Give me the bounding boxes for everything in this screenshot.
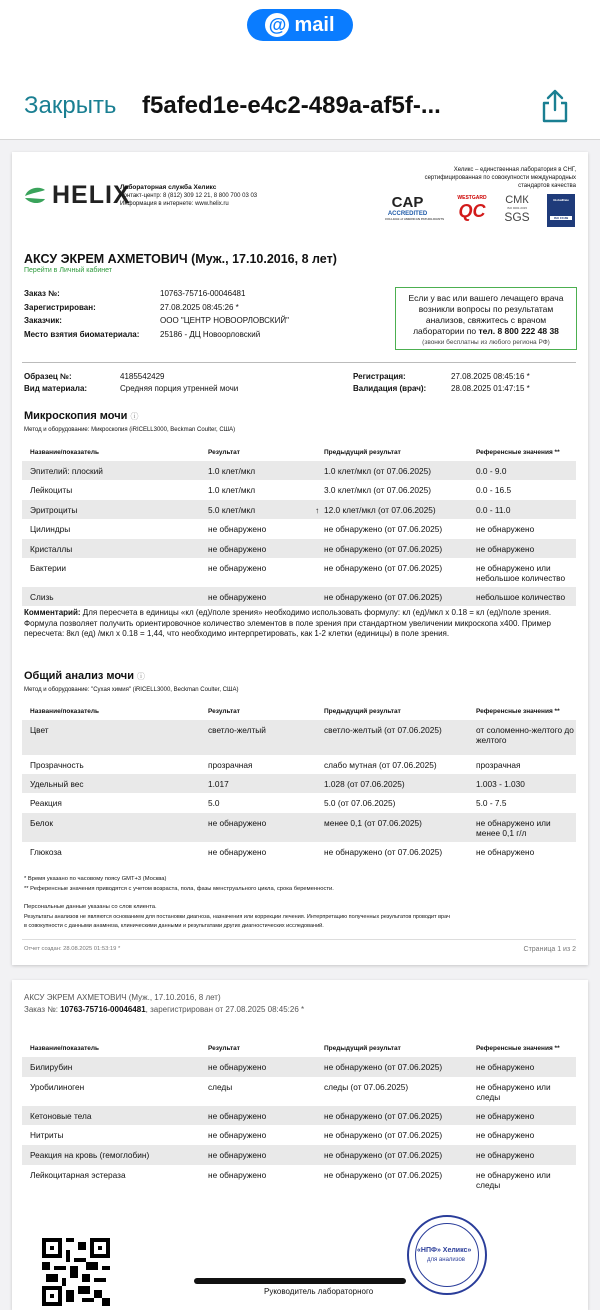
home-indicator[interactable]	[194, 1278, 406, 1284]
cell-reference: 0.0 - 9.0	[476, 466, 507, 476]
micro-comment: Комментарий: Для пересчета в единицы «кл (ед)/поле зрения» необходимо использовать формулу: кл (ед)/мкл х 0.18 = кл (ед)/поле зрения. Формула позволяет получить ориентировочное количество элементов в поле зрения при стандартном увеличении микроскопа х400. Пример пересчета: 8кл (ед) /мкл х 0.18 = 1,44, что необходимо интерпретировать, как 1-2 клетки (единицы) в поле зрения.	[24, 608, 552, 638]
table-row	[22, 1106, 576, 1125]
cap-accredited-logo: CAP ACCREDITED COLLEGE of AMERICAN PATHOLOGISTS	[385, 194, 445, 221]
order-value: 27.08.2025 08:45:26 *	[160, 302, 239, 312]
cell-reference: не обнаружено	[476, 847, 535, 857]
table-row	[22, 774, 576, 793]
column-header-previous: Предыдущий результат	[324, 708, 401, 715]
cell-name: Билирубин	[30, 1062, 73, 1072]
table-row	[22, 539, 576, 558]
cell-name: Слизь	[30, 592, 54, 602]
sample-number: 4185542429	[120, 372, 165, 381]
cell-name: Глюкоза	[30, 847, 62, 857]
cell-result: не обнаружено	[208, 847, 267, 857]
table-row	[22, 519, 576, 539]
cell-previous: не обнаружено (от 07.06.2025)	[324, 524, 443, 534]
cell-result: 1.017	[208, 779, 229, 789]
order-label: Заказчик:	[24, 316, 62, 325]
cell-result: 1.0 клет/мкл	[208, 485, 256, 495]
page-number: Страница 1 из 2	[523, 946, 576, 953]
micro-title: Микроскопия мочи ⓘ	[24, 410, 139, 422]
cell-previous: не обнаружено (от 07.06.2025)	[324, 1130, 443, 1140]
validation-value: 28.08.2025 01:47:15 *	[451, 384, 530, 393]
lab-contacts: Контакт-центр: 8 (812) 309 12 21, 8 800 700 03 03	[120, 193, 258, 199]
column-header-previous: Предыдущий результат	[324, 449, 401, 456]
cert-text-1: Хеликс – единственная лаборатория в СНГ,	[453, 167, 576, 173]
table-row	[22, 500, 576, 519]
registration-value: 27.08.2025 08:45:16 *	[451, 372, 530, 381]
info-icon: ⓘ	[137, 672, 146, 681]
cell-result: 1.0 клет/мкл	[208, 466, 256, 476]
helix-logo	[22, 181, 131, 210]
table-header	[22, 700, 576, 720]
column-header-reference: Референсные значения **	[476, 1045, 560, 1052]
cell-reference: не обнаружено или небольшое количество	[476, 563, 566, 583]
table-row	[22, 587, 576, 606]
westgard-qc-logo: WESTGARD QC	[457, 195, 487, 221]
order-value: ООО "ЦЕНТР НОВООРЛОВСКИЙ"	[160, 316, 289, 325]
contact-box: Если у вас или вашего лечащего врача возникли вопросы по результатам анализов, свяжитесь с врачом лаборатории по тел. 8 800 222 48 38 (звонки бесплатны из любого региона РФ)	[395, 287, 577, 350]
cell-previous: 3.0 клет/мкл (от 07.06.2025)	[324, 485, 432, 495]
order-label: Заказ №:	[24, 289, 60, 298]
divider	[22, 362, 576, 363]
cell-name: Белок	[30, 818, 53, 828]
page2-order: Заказ №: 10763-75716-00046481, зарегистрирован от 27.08.2025 08:45:26 *	[24, 1005, 305, 1014]
cell-reference: 5.0 - 7.5	[476, 798, 507, 808]
table-row	[22, 1125, 576, 1145]
cell-previous: светло-желтый (от 07.06.2025)	[324, 725, 442, 735]
cell-name: Реакция	[30, 798, 62, 808]
cell-reference: небольшое количество	[476, 592, 566, 602]
cell-reference: от соломенно-желтого до желтого	[476, 725, 574, 745]
footnote-ref: ** Референсные значения приводятся с учетом возраста, пола, фазы менструального цикла, срока беременности.	[24, 886, 334, 892]
column-header-name: Название/показатель	[30, 708, 100, 715]
cell-reference: не обнаружено	[476, 1111, 535, 1121]
cell-name: Цвет	[30, 725, 49, 735]
cell-previous: не обнаружено (от 07.06.2025)	[324, 1150, 443, 1160]
cell-previous: не обнаружено (от 07.06.2025)	[324, 1062, 443, 1072]
cell-name: Лейкоциты	[30, 485, 73, 495]
cert-text-2: сертифицированная по совокупности международных	[424, 175, 576, 181]
patient-name: АКСУ ЭКРЕМ АХМЕТОВИЧ (Муж., 17.10.2016, 8 лет)	[24, 252, 337, 266]
logo-text: HELIX	[52, 181, 131, 209]
cert-text-3: стандартов качества	[518, 183, 576, 189]
lab-name: Лабораторная служба Хеликс	[120, 184, 217, 191]
footnote-time: * Время указано по часовому поясу GMT+3 (Москва)	[24, 876, 167, 882]
order-label: Зарегистрирован:	[24, 302, 96, 312]
cell-result: не обнаружено	[208, 544, 267, 554]
table-row	[22, 461, 576, 480]
top-bar	[0, 0, 600, 140]
micro-method: Метод и оборудование: Микроскопия (iRICELL3000, Beckman Coulter, США)	[24, 427, 236, 433]
cell-name: Кетоновые тела	[30, 1111, 92, 1121]
arrow-up-icon: ↑	[315, 505, 320, 515]
close-button[interactable]: Закрыть	[24, 92, 117, 119]
cell-name: Бактерии	[30, 563, 66, 573]
cell-result: не обнаружено	[208, 1062, 267, 1072]
report-page-1	[12, 152, 588, 965]
cell-result: прозрачная	[208, 760, 253, 770]
brand-label: mail	[294, 13, 335, 36]
cell-reference: не обнаружено	[476, 524, 535, 534]
cell-name: Кристаллы	[30, 544, 73, 554]
cell-name: Реакция на кровь (гемоглобин)	[30, 1150, 150, 1160]
footnote-disclaimer-1: Результаты анализов не являются основанием для постановки диагноза, назначения или коррекции лечения. Интерпретацию полученных результатов проводит врач	[24, 914, 450, 920]
cell-previous: не обнаружено (от 07.06.2025)	[324, 563, 443, 573]
validation-label: Валидация (врач):	[353, 384, 427, 393]
table-row	[22, 1077, 576, 1106]
cell-reference: 1.003 - 1.030	[476, 779, 525, 789]
table-header	[22, 1037, 576, 1057]
sample-number-label: Образец №:	[24, 372, 72, 381]
footnote-disclaimer-2: в совокупности с данными анамнеза, клиническими данными и результатами других диагностических исследований.	[24, 923, 324, 929]
qr-code-icon[interactable]	[42, 1238, 110, 1306]
report-created: Отчет создан: 28.08.2025 01:53:19 *	[24, 946, 121, 952]
cell-result: не обнаружено	[208, 592, 267, 602]
cell-name: Нитриты	[30, 1130, 64, 1140]
column-header-result: Результат	[208, 1045, 240, 1052]
cell-result: светло-желтый	[208, 725, 266, 735]
cell-previous: не обнаружено (от 07.06.2025)	[324, 544, 443, 554]
cell-previous: менее 0,1 (от 07.06.2025)	[324, 818, 422, 828]
material-label: Вид материала:	[24, 384, 88, 393]
cell-result: не обнаружено	[208, 1130, 267, 1140]
cell-reference: не обнаружено или следы	[476, 1170, 551, 1190]
table-row	[22, 1165, 576, 1194]
table-row	[22, 813, 576, 842]
at-icon: @	[265, 13, 289, 37]
lab-website[interactable]: Информация в интернете: www.helix.ru	[120, 201, 229, 207]
cell-previous: 1.028 (от 07.06.2025)	[324, 779, 405, 789]
cell-reference: не обнаружено	[476, 1062, 535, 1072]
order-label: Место взятия биоматериала:	[24, 329, 140, 339]
seal-stamp: «НПФ» Хеликс» для анализов	[407, 1215, 487, 1295]
cell-reference: не обнаружено	[476, 1130, 535, 1140]
cell-previous: не обнаружено (от 07.06.2025)	[324, 1170, 443, 1180]
cell-result: не обнаружено	[208, 1111, 267, 1121]
cell-reference: не обнаружено или менее 0,1 г/л	[476, 818, 551, 838]
cell-reference: 0.0 - 11.0	[476, 505, 511, 515]
table-row	[22, 755, 576, 774]
cell-previous: слабо мутная (от 07.06.2025)	[324, 760, 437, 770]
cell-name: Уробилиноген	[30, 1082, 85, 1092]
material-value: Средняя порция утренней мочи	[120, 384, 239, 393]
cell-result: следы	[208, 1082, 233, 1092]
cell-name: Цилиндры	[30, 524, 71, 534]
column-header-name: Название/показатель	[30, 1045, 100, 1052]
cell-result: не обнаружено	[208, 818, 267, 828]
cell-name: Эпителий: плоский	[30, 466, 103, 476]
cell-reference: 0.0 - 16.5	[476, 485, 512, 495]
column-header-result: Результат	[208, 449, 240, 456]
file-title: f5afed1e-e4c2-489a-af5f-...	[142, 92, 441, 119]
cell-result: 5.0	[208, 798, 220, 808]
cell-result: не обнаружено	[208, 563, 267, 573]
general-method: Метод и оборудование: "Сухая химия" (iRICELL3000, Beckman Coulter, США)	[24, 687, 239, 693]
table-row	[22, 480, 576, 500]
page2-patient: АКСУ ЭКРЕМ АХМЕТОВИЧ (Муж., 17.10.2016, 8 лет)	[24, 993, 221, 1002]
table-row	[22, 1057, 576, 1077]
info-icon: ⓘ	[130, 412, 139, 421]
table-row	[22, 1145, 576, 1165]
global-rate-logo: GlobalRate ISO 15189	[547, 194, 575, 227]
general-title: Общий анализ мочи ⓘ	[24, 670, 146, 682]
table-row	[22, 558, 576, 587]
cell-previous: не обнаружено (от 07.06.2025)	[324, 847, 443, 857]
column-header-reference: Референсные значения **	[476, 449, 560, 456]
cell-previous: не обнаружено (от 07.06.2025)	[324, 592, 443, 602]
cell-name: Удельный вес	[30, 779, 84, 789]
mail-brand-badge[interactable]	[247, 9, 353, 41]
cell-name: Эритроциты	[30, 505, 78, 515]
column-header-previous: Предыдущий результат	[324, 1045, 401, 1052]
column-header-name: Название/показатель	[30, 449, 100, 456]
cell-previous: не обнаружено (от 07.06.2025)	[324, 1111, 443, 1121]
cell-reference: не обнаружено или следы	[476, 1082, 551, 1102]
cell-result: не обнаружено	[208, 524, 267, 534]
cell-reference: не обнаружено	[476, 1150, 535, 1160]
footnote-personal: Персональные данные указаны со слов клиента.	[24, 904, 157, 910]
helix-leaf-icon	[22, 184, 48, 208]
cell-previous: 1.0 клет/мкл (от 07.06.2025)	[324, 466, 432, 476]
share-icon[interactable]	[538, 88, 572, 124]
cell-result: не обнаружено	[208, 1150, 267, 1160]
cell-result: не обнаружено	[208, 1170, 267, 1180]
cell-previous: 5.0 (от 07.06.2025)	[324, 798, 396, 808]
table-header	[22, 441, 576, 461]
signature-label: Руководитель лабораторного	[264, 1287, 374, 1296]
cell-result: 5.0 клет/мкл	[208, 505, 256, 515]
cell-name: Лейкоцитарная эстераза	[30, 1170, 126, 1180]
table-row	[22, 793, 576, 813]
cell-name: Прозрачность	[30, 760, 84, 770]
order-value: 25186 - ДЦ Новоорловский	[160, 329, 261, 339]
registration-label: Регистрация:	[353, 372, 406, 381]
order-value: 10763-75716-00046481	[160, 289, 246, 298]
table-row	[22, 720, 576, 755]
table-row	[22, 842, 576, 862]
column-header-reference: Референсные значения **	[476, 708, 560, 715]
cell-previous: ↑ 12.0 клет/мкл (от 07.06.2025)	[315, 505, 436, 515]
divider	[22, 939, 576, 940]
smk-sgs-logo: СМК ISO 9001:2015 SGS	[504, 194, 530, 224]
cabinet-link[interactable]: Перейти в Личный кабинет	[24, 267, 113, 274]
cell-reference: не обнаружено	[476, 544, 535, 554]
report-page-2	[12, 980, 588, 1310]
cell-previous: следы (от 07.06.2025)	[324, 1082, 409, 1092]
cell-reference: прозрачная	[476, 760, 521, 770]
column-header-result: Результат	[208, 708, 240, 715]
